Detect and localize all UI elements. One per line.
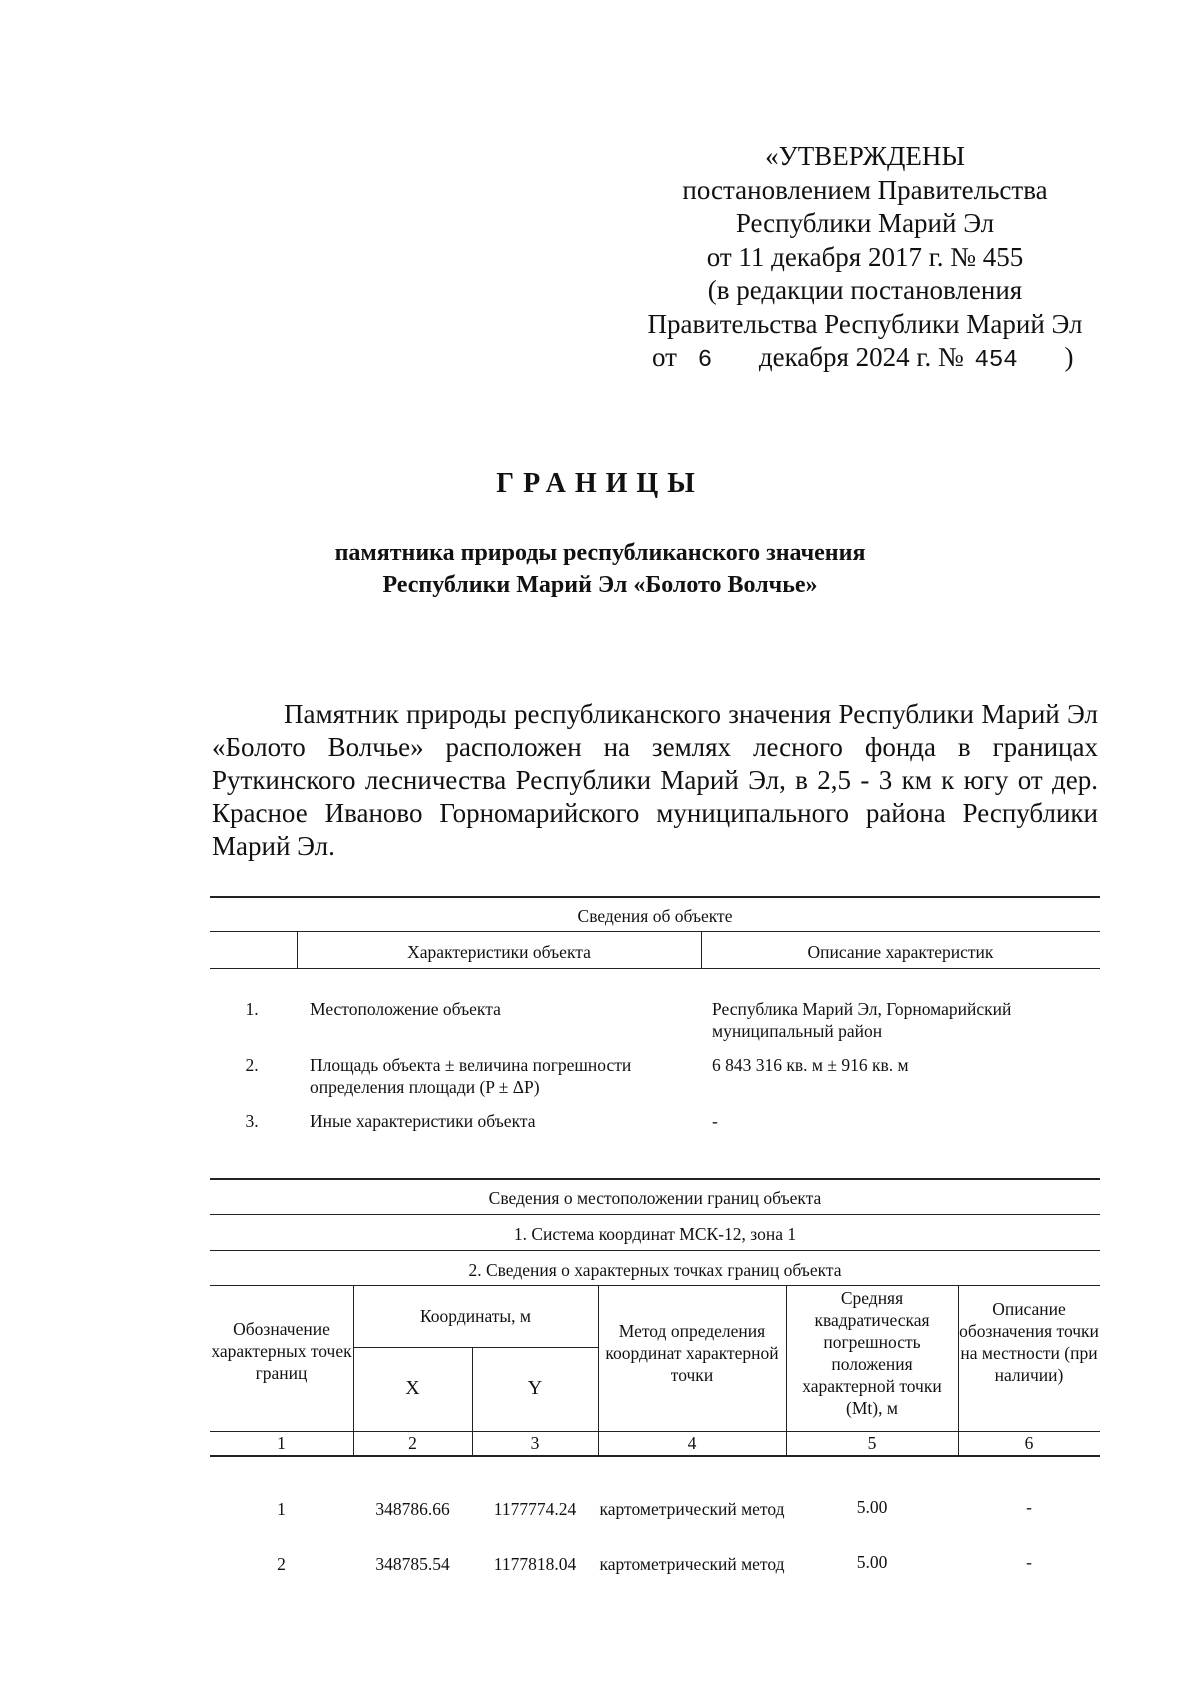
point-error: 5.00: [856, 1552, 888, 1572]
point-number: 1: [277, 1499, 286, 1519]
approval-line-4: от 11 декабря 2017 г. № 455: [706, 241, 1024, 272]
point-x: 348785.54: [375, 1554, 450, 1574]
point-error: 5.00: [856, 1497, 888, 1517]
object-col-header-characteristics: Характеристики объекта: [407, 942, 591, 962]
object-col-header-description: Описание характеристик: [807, 942, 994, 962]
col-number: 2: [408, 1433, 417, 1453]
header-mean-error: Средняя квадратическая погрешность положения характерной точки (Mt), м: [802, 1288, 942, 1418]
table-rule: [210, 1455, 1100, 1457]
approval-line-1: «УТВЕРЖДЕНЫ: [765, 141, 965, 171]
point-y: 1177774.24: [493, 1499, 577, 1519]
object-row-characteristic: Иные характеристики объекта: [310, 1111, 536, 1131]
object-row-description: -: [712, 1111, 718, 1131]
table-rule: [210, 896, 1100, 898]
point-y: 1177818.04: [493, 1554, 577, 1574]
col-number: 4: [687, 1433, 697, 1453]
approval-line-7: [600, 341, 1130, 378]
header-point-description: Описание обозначения точки на местности (при наличии): [959, 1299, 1099, 1385]
col-number: 1: [277, 1433, 286, 1453]
header-x: X: [405, 1377, 420, 1399]
points-section-title: 2. Сведения о характерных точках границ объекта: [468, 1260, 842, 1280]
table-rule: [210, 1285, 1100, 1286]
description-paragraph: Памятник природы республиканского значения Республики Марий Эл «Болото Волчье» расположен на землях лесного фонда в границах Руткинского лесничества Республики Марий Эл, в 2,5 - 3 км к югу от дер. Красное Иваново Горномарийского муниципального района Республики Марий Эл.: [212, 699, 1098, 861]
object-row-description: 6 843 316 кв. м ± 916 кв. м: [712, 1055, 909, 1075]
col-number: 6: [1024, 1433, 1034, 1453]
col-number: 5: [867, 1433, 877, 1453]
object-row-characteristic: Местоположение объекта: [310, 999, 501, 1019]
object-row-number: 3.: [245, 1111, 259, 1131]
col-number: 3: [530, 1433, 540, 1453]
point-description: -: [1026, 1497, 1032, 1517]
header-coordinates: Координаты, м: [420, 1306, 531, 1326]
point-method: картометрический метод: [599, 1499, 785, 1519]
coordinate-system: 1. Система координат МСК-12, зона 1: [513, 1224, 797, 1244]
object-row-description: Республика Марий Эл, Горномарийский муниципальный район: [712, 999, 1012, 1041]
table-rule: [210, 931, 1100, 932]
approval-block: [600, 140, 1130, 378]
point-number: 2: [277, 1554, 286, 1574]
document-title: ГРАНИЦЫ: [496, 468, 704, 499]
subtitle-line-1: памятника природы республиканского значения: [334, 540, 866, 566]
approval-line-2: постановлением Правительства: [682, 174, 1048, 205]
approval-date-prefix: от: [652, 342, 677, 372]
object-row-characteristic: Площадь объекта ± величина погрешности определения площади (P ± ΔP): [310, 1055, 632, 1097]
object-row-number: 1.: [245, 999, 259, 1019]
point-description: -: [1026, 1552, 1032, 1572]
table-rule: [210, 968, 1100, 969]
object-row-number: 2.: [245, 1055, 259, 1075]
table-rule: [210, 1250, 1100, 1251]
object-table-title: Сведения об объекте: [577, 906, 733, 926]
table-rule: [353, 1347, 598, 1348]
subtitle-line-2: Республики Марий Эл «Болото Волчье»: [382, 572, 818, 598]
header-point-designation: Обозначение характерных точек границ: [211, 1319, 352, 1383]
approval-line-6: Правительства Республики Марий Эл: [647, 308, 1083, 339]
approval-line-5: (в редакции постановления: [707, 275, 1023, 305]
document-subtitle: [0, 537, 1200, 601]
approval-closing-paren: ): [1064, 342, 1074, 372]
approval-date-month-year: декабря 2024 г. №: [758, 342, 964, 372]
table-rule: [210, 1214, 1100, 1215]
header-y: Y: [527, 1377, 543, 1399]
boundary-table-title: Сведения о местоположении границ объекта: [488, 1188, 822, 1208]
point-x: 348786.66: [375, 1499, 450, 1519]
approval-doc-number: 454: [974, 347, 1018, 374]
approval-line-3: Республики Марий Эл: [735, 208, 995, 238]
table-rule: [210, 1178, 1100, 1180]
point-method: картометрический метод: [599, 1554, 785, 1574]
header-method: Метод определения координат характерной точки: [605, 1321, 779, 1385]
approval-date-day: 6: [697, 347, 713, 374]
